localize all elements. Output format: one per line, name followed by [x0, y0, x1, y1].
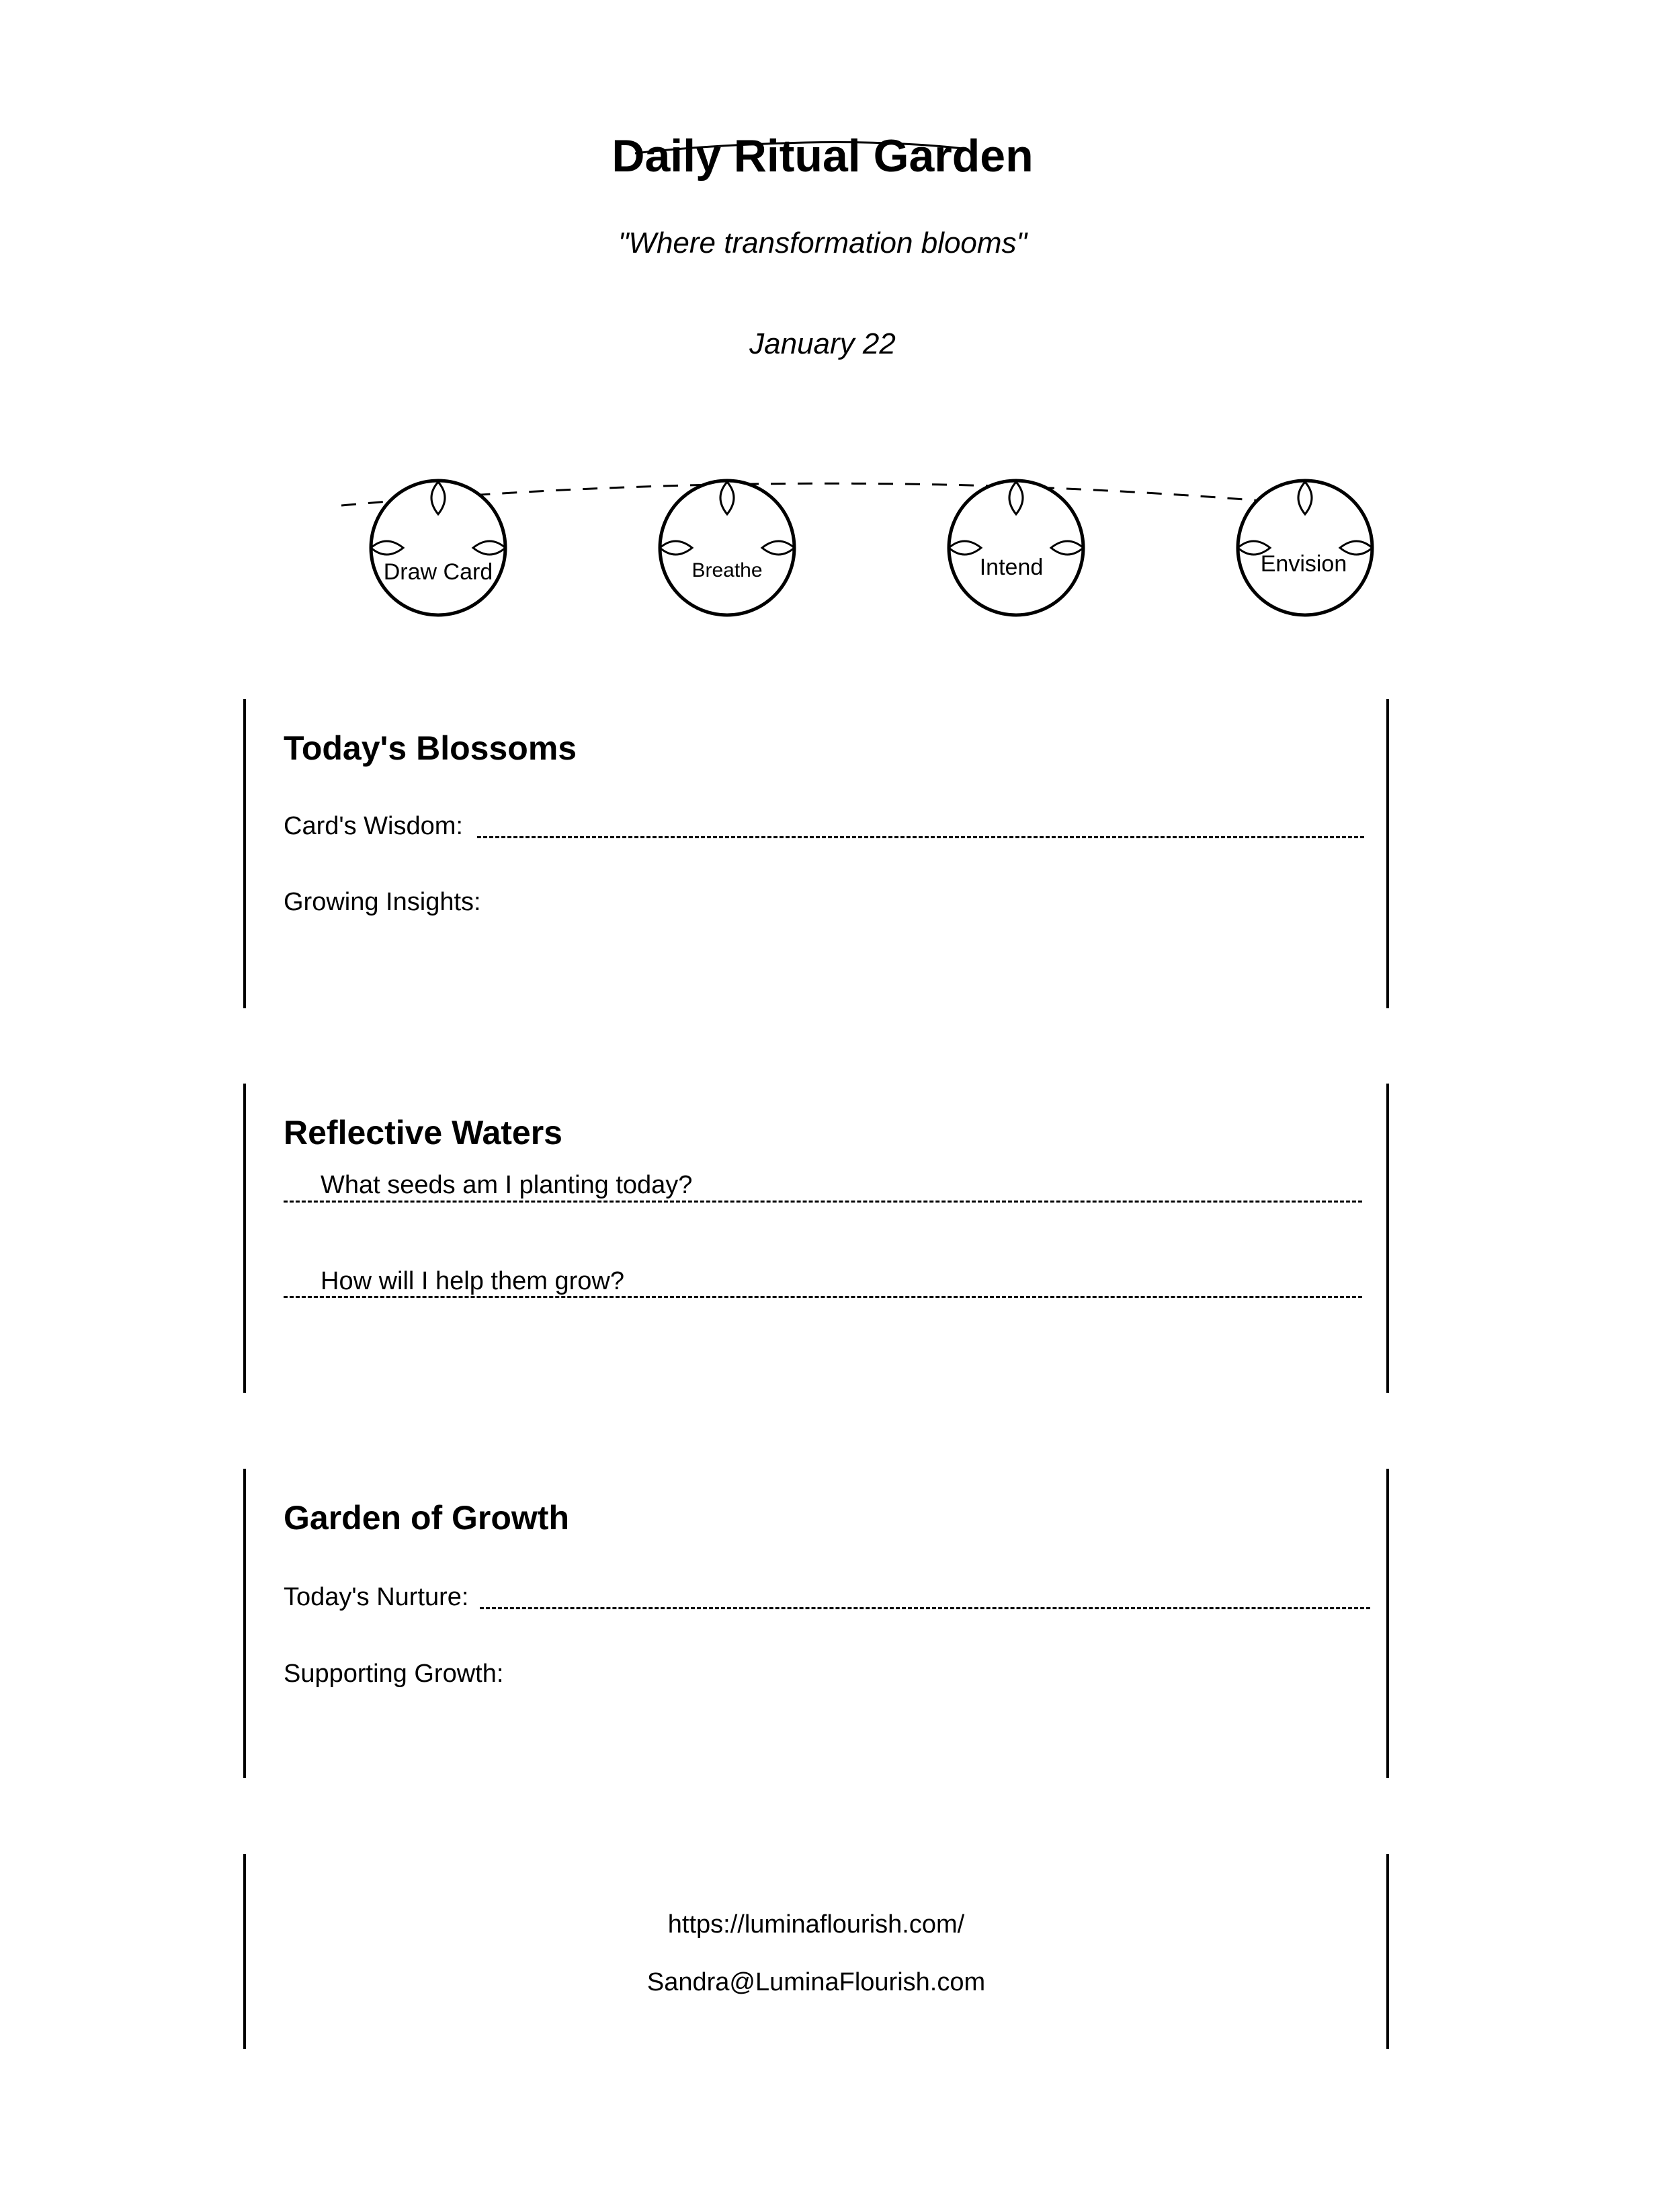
section-border-right	[1386, 1854, 1389, 2049]
footer-contact	[243, 1854, 1389, 2049]
section-border-left	[243, 1854, 246, 2049]
reflection-prompt-1: What seeds am I planting today?	[321, 1171, 693, 1199]
section-border-left	[243, 699, 246, 1008]
ritual-step-intend[interactable]	[949, 481, 1083, 615]
supporting-growth-label: Supporting Growth:	[284, 1660, 504, 1688]
reflection-answer-line-1[interactable]	[284, 1201, 1362, 1203]
section-heading: Reflective Waters	[284, 1114, 562, 1151]
todays-nurture-label: Today's Nurture:	[284, 1583, 469, 1611]
section-border-left	[243, 1469, 246, 1778]
section-border-right	[1386, 1469, 1389, 1778]
reflection-prompt-2: How will I help them grow?	[321, 1267, 624, 1295]
ritual-step-label: Intend	[979, 555, 1044, 580]
section-border-left	[243, 1084, 246, 1393]
page-title: Daily Ritual Garden	[612, 130, 1034, 181]
website-link[interactable]: https://luminaflourish.com/	[667, 1910, 965, 1939]
growing-insights-label: Growing Insights:	[284, 888, 481, 916]
section-garden-of-growth	[243, 1469, 1389, 1778]
card-wisdom-label: Card's Wisdom:	[284, 812, 463, 840]
section-heading: Garden of Growth	[284, 1499, 569, 1537]
ritual-step-draw-card[interactable]	[371, 481, 505, 615]
section-reflective-waters	[243, 1084, 1389, 1393]
ritual-step-breathe[interactable]	[660, 481, 794, 615]
ritual-step-envision[interactable]	[1238, 481, 1372, 615]
section-todays-blossoms	[243, 699, 1389, 1008]
card-wisdom-input-line[interactable]	[477, 836, 1364, 838]
ritual-steps-diagram	[0, 457, 1680, 632]
todays-nurture-input-line[interactable]	[480, 1607, 1370, 1609]
entry-date: January 22	[749, 327, 896, 360]
section-heading: Today's Blossoms	[284, 729, 577, 767]
ritual-step-label: Envision	[1260, 551, 1347, 577]
reflection-answer-line-2[interactable]	[284, 1296, 1362, 1298]
email-link[interactable]: Sandra@LuminaFlourish.com	[646, 1968, 986, 1996]
page-subtitle: "Where transformation blooms"	[618, 227, 1027, 259]
section-border-right	[1386, 699, 1389, 1008]
section-border-right	[1386, 1084, 1389, 1393]
ritual-step-label: Draw Card	[383, 559, 493, 585]
ritual-step-label: Breathe	[691, 559, 763, 581]
